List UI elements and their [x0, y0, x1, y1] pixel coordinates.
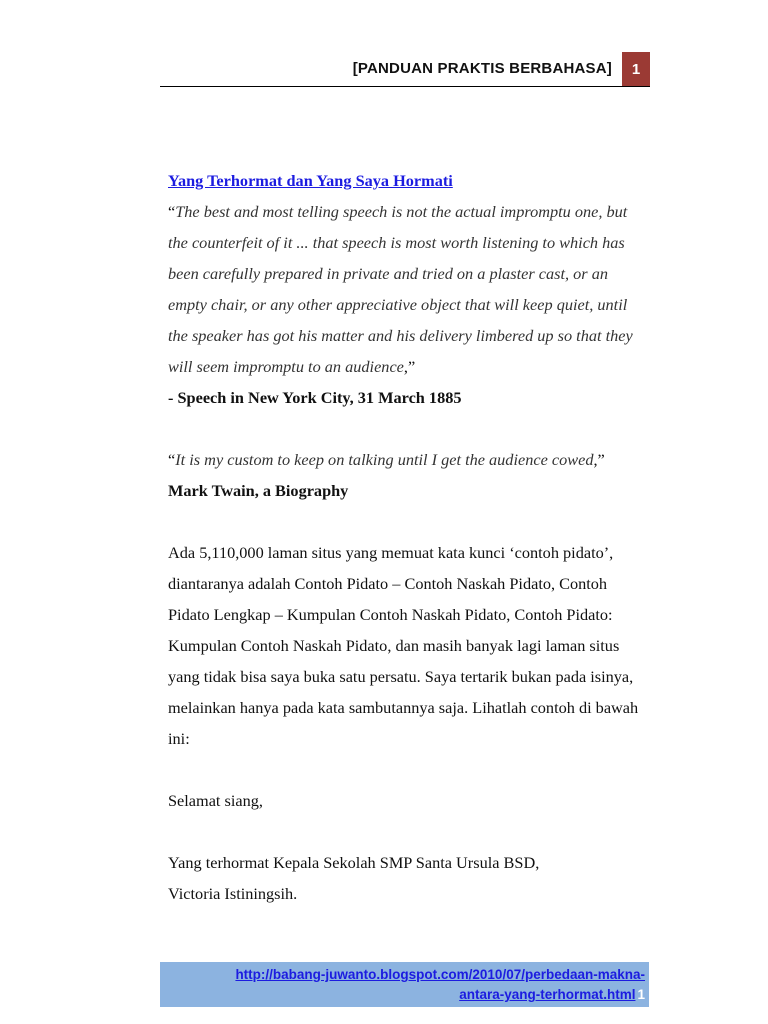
quote-2-close: ,” — [593, 450, 605, 469]
quote-1-text: The best and most telling speech is not the actual impromptu one, but the counterfeit of it ... that speech is most worth listening to which has been carefully prepared in private and tried on a plaster cast, or an empty chair, or any other appreciative object that will keep quiet, until the speaker has got his matter and his delivery limbered up so that they will seem impromptu to an audience — [168, 202, 633, 376]
footer-page-number: 1 — [637, 987, 645, 1002]
page-footer — [160, 962, 649, 1007]
salutation-line-2: Victoria Istiningsih. — [168, 884, 298, 903]
page-header — [160, 52, 650, 87]
header-page-number: 1 — [622, 52, 650, 86]
header-title: [PANDUAN PRAKTIS BERBAHASA] — [352, 60, 612, 77]
quote-1-close: ,” — [403, 357, 416, 376]
spacer — [168, 816, 648, 847]
quote-1 — [168, 196, 648, 382]
quote-1-open: “ — [168, 202, 176, 221]
article-title-link[interactable]: Yang Terhormat dan Yang Saya Hormati — [168, 171, 453, 190]
greeting: Selamat siang, — [168, 791, 263, 810]
spacer — [168, 506, 648, 537]
quote-2-text: It is my custom to keep on talking until I get the audience cowed — [175, 450, 594, 469]
quote-2 — [168, 444, 648, 506]
document-body — [168, 165, 648, 909]
quote-1-source: - Speech in New York City, 31 March 1885 — [168, 388, 462, 407]
salutation-line-1: Yang terhormat Kepala Sekolah SMP Santa Ursula BSD, — [168, 853, 540, 872]
footer-url-link-line-2[interactable]: antara-yang-terhormat.html — [459, 987, 636, 1002]
spacer — [168, 413, 648, 444]
footer-url-link-line-1[interactable]: http://babang-juwanto.blogspot.com/2010/07/perbedaan-makna- — [235, 967, 645, 982]
paragraph-1: Ada 5,110,000 laman situs yang memuat kata kunci ‘contoh pidato’, diantaranya adalah Contoh Pidato – Contoh Naskah Pidato, Contoh Pidato Lengkap – Kumpulan Contoh Naskah Pidato, Contoh Pidato: Kumpulan Contoh Naskah Pidato, dan masih banyak lagi laman situs yang tidak bisa saya buka satu persatu. Saya tertarik bukan pada isinya, melainkan hanya pada kata sambutannya saja. Lihatlah contoh di bawah ini: — [168, 543, 639, 748]
quote-2-source: Mark Twain, a Biography — [168, 481, 349, 500]
quote-2-open: “ — [168, 450, 176, 469]
spacer — [168, 754, 648, 785]
